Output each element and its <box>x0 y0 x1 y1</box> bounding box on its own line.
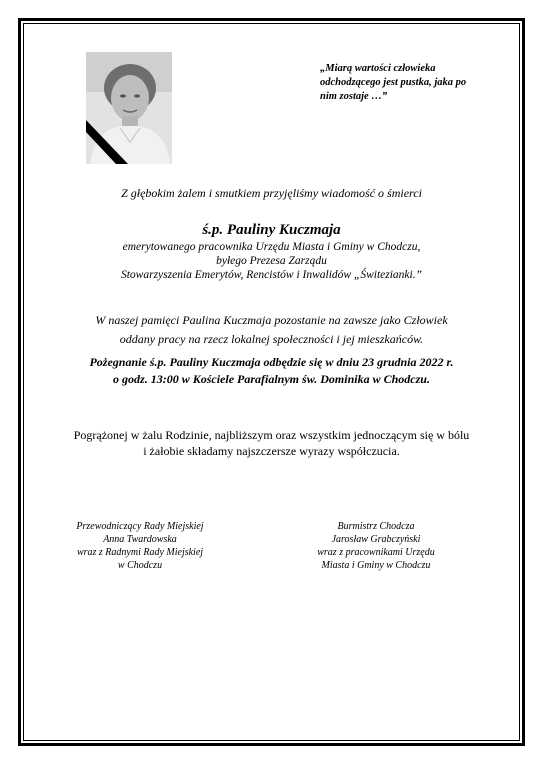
intro-text: Z głębokim żalem i smutkiem przyjęliśmy wiadomość o śmierci <box>121 186 422 200</box>
funeral-line: Pożegnanie ś.p. Pauliny Kuczmaja odbędzie się w dniu 23 grudnia 2022 r. <box>89 355 454 369</box>
signature-line: wraz z Radnymi Rady Miejskiej <box>76 547 204 558</box>
motto-quote <box>320 62 490 104</box>
signature-line: Miasta i Gminy w Chodczu <box>321 560 431 571</box>
funeral-announcement <box>24 354 519 388</box>
quote-line: nim zostaje …” <box>320 91 388 102</box>
signature-line: Anna Twardowska <box>103 534 177 545</box>
condolences-line: Pogrążonej w żalu Rodzinie, najbliższym oraz wszystkim jednoczącym się w bólu <box>73 428 470 442</box>
memory-line: W naszej pamięci Paulina Kuczmaja pozostanie na zawsze jako Człowiek <box>95 313 448 327</box>
condolences-line: i żałobie składamy najszczersze wyrazy współczucia. <box>143 444 400 458</box>
signature-line: w Chodczu <box>117 560 163 571</box>
signature-line: wraz z pracownikami Urzędu <box>317 547 435 558</box>
quote-line: odchodzącego jest pustka, jaka po <box>320 77 467 88</box>
funeral-line: o godz. 13:00 w Kościele Parafialnym św. Dominika w Chodczu. <box>113 372 430 386</box>
memory-line: oddany pracy na rzecz lokalnej społeczności i jej mieszkańców. <box>119 332 424 346</box>
deceased-description <box>24 240 519 282</box>
signature-line: Burmistrz Chodcza <box>337 521 415 532</box>
description-line: byłego Prezesa Zarządu <box>216 255 327 267</box>
description-line: emerytowanego pracownika Urzędu Miasta i Gminy w Chodczu, <box>122 241 421 253</box>
memory-paragraph <box>24 311 519 349</box>
signature-line: Jarosław Grabczyński <box>331 534 421 545</box>
description-line: Stowarzyszenia Emerytów, Rencistów i Inwalidów „Świtezianki.” <box>120 269 423 281</box>
condolences-paragraph <box>24 427 519 459</box>
deceased-name: ś.p. Pauliny Kuczmaja <box>202 222 341 238</box>
quote-line: „Miarą wartości człowieka <box>320 63 436 74</box>
signature-mayor <box>276 520 476 572</box>
portrait-photo <box>86 52 172 164</box>
signature-line: Przewodniczący Rady Miejskiej <box>76 521 204 532</box>
signature-council <box>40 520 240 572</box>
